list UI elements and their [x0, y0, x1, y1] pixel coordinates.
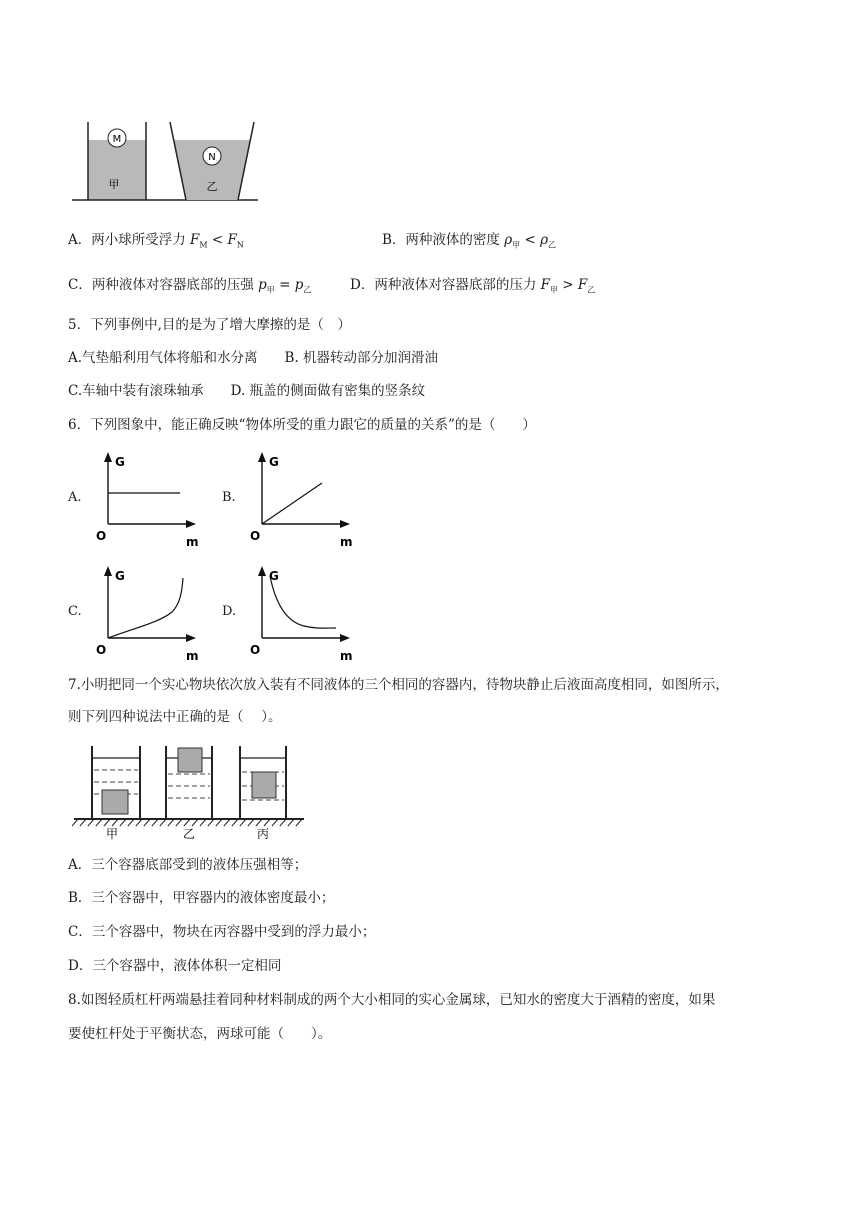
q4-option-a-text: A．两小球所受浮力: [68, 232, 191, 248]
q4-option-d-formula: $F_甲 > F_乙$: [540, 277, 596, 295]
graph-b-curve: [262, 483, 322, 524]
q7-jia-label: 甲: [105, 827, 119, 841]
q6-graph-b: [244, 448, 359, 548]
q7-container-bing: [240, 746, 286, 818]
q6-option-b-label[interactable]: B.: [222, 490, 236, 505]
q4-option-c-text: C．两种液体对容器底部的压强: [68, 277, 259, 293]
q5-options-line1[interactable]: A.气垫船利用气体将船和水分离 B. 机器转动部分加润滑油: [68, 350, 439, 366]
svg-text:m: m: [340, 535, 353, 548]
graph-c-curve: [108, 578, 183, 638]
svg-text:m: m: [186, 535, 199, 548]
svg-text:G: G: [269, 569, 279, 583]
q6-option-d-label[interactable]: D.: [222, 604, 237, 619]
q6-stem: 6．下列图象中，能正确反映“物体所受的重力跟它的质量的关系”的是（ ）: [68, 417, 536, 433]
svg-text:O: O: [96, 643, 107, 657]
q4-option-c-formula: $p_甲 = p_乙$: [258, 277, 312, 295]
q6-graph-d: [244, 562, 359, 662]
q4-option-c[interactable]: [68, 275, 311, 301]
ball-m-label: M: [112, 134, 122, 145]
ball-n-label: N: [208, 152, 216, 163]
q6-option-a-label[interactable]: A.: [68, 490, 82, 505]
q4-option-d-text: D．两种液体对容器底部的压力: [350, 277, 541, 293]
q7-bing-label: 丙: [256, 827, 270, 841]
q6-graph-c: [90, 562, 205, 662]
q7-three-containers-figure: [72, 742, 312, 842]
q7-option-d[interactable]: D．三个容器中，液体体积一定相同: [68, 958, 282, 974]
yi-label: 乙: [206, 180, 218, 193]
svg-text:O: O: [96, 529, 107, 543]
svg-text:O: O: [250, 529, 261, 543]
container-yi: [170, 122, 254, 200]
q7-ground-hatch: [72, 819, 302, 826]
q8-stem-line1: 8.如图轻质杠杆两端悬挂着同种材料制成的两个大小相同的实心金属球，已知水的密度大于酒精的密度，如果: [68, 992, 716, 1008]
q7-option-b[interactable]: B．三个容器中，甲容器内的液体密度最小；: [68, 890, 335, 906]
q4-option-d[interactable]: [350, 275, 595, 301]
svg-text:G: G: [269, 455, 279, 469]
q7-option-c[interactable]: C．三个容器中，物块在丙容器中受到的浮力最小；: [68, 924, 376, 940]
q7-container-jia: [92, 746, 140, 818]
q4-containers-figure: [68, 118, 268, 206]
q7-stem-line1: 7.小明把同一个实心物块依次放入装有不同液体的三个相同的容器内，待物块静止后液面高度相同，如图所示，: [68, 677, 729, 693]
q4-option-b[interactable]: [382, 230, 556, 256]
q7-option-a[interactable]: A．三个容器底部受到的液体压强相等；: [68, 857, 308, 873]
q7-stem-line2: 则下列四种说法中正确的是（ ）。: [68, 709, 282, 725]
q4-option-b-text: B．两种液体的密度: [382, 232, 505, 248]
svg-text:O: O: [250, 643, 261, 657]
q5-options-line2[interactable]: C.车轴中装有滚珠轴承 D. 瓶盖的侧面做有密集的竖条纹: [68, 383, 426, 399]
q6-graph-a: [90, 448, 205, 548]
svg-text:m: m: [340, 649, 353, 662]
q7-yi-label: 乙: [182, 827, 196, 841]
q4-option-a-formula: $F_M < F_N$: [190, 232, 244, 250]
q4-option-b-formula: $\rho_甲 < \rho_乙$: [504, 232, 556, 250]
q7-container-yi: [166, 746, 212, 818]
svg-text:m: m: [186, 649, 199, 662]
graph-d-curve: [270, 576, 336, 628]
jia-label: 甲: [108, 178, 120, 191]
q4-option-a[interactable]: [68, 230, 244, 256]
svg-text:G: G: [115, 569, 125, 583]
container-jia: [88, 122, 146, 200]
svg-text:G: G: [115, 455, 125, 469]
q6-option-c-label[interactable]: C.: [68, 604, 82, 619]
q8-stem-line2: 要使杠杆处于平衡状态，两球可能（ ）。: [68, 1026, 332, 1042]
q5-stem: 5．下列事例中,目的是为了增大摩擦的是（ ）: [68, 317, 351, 333]
